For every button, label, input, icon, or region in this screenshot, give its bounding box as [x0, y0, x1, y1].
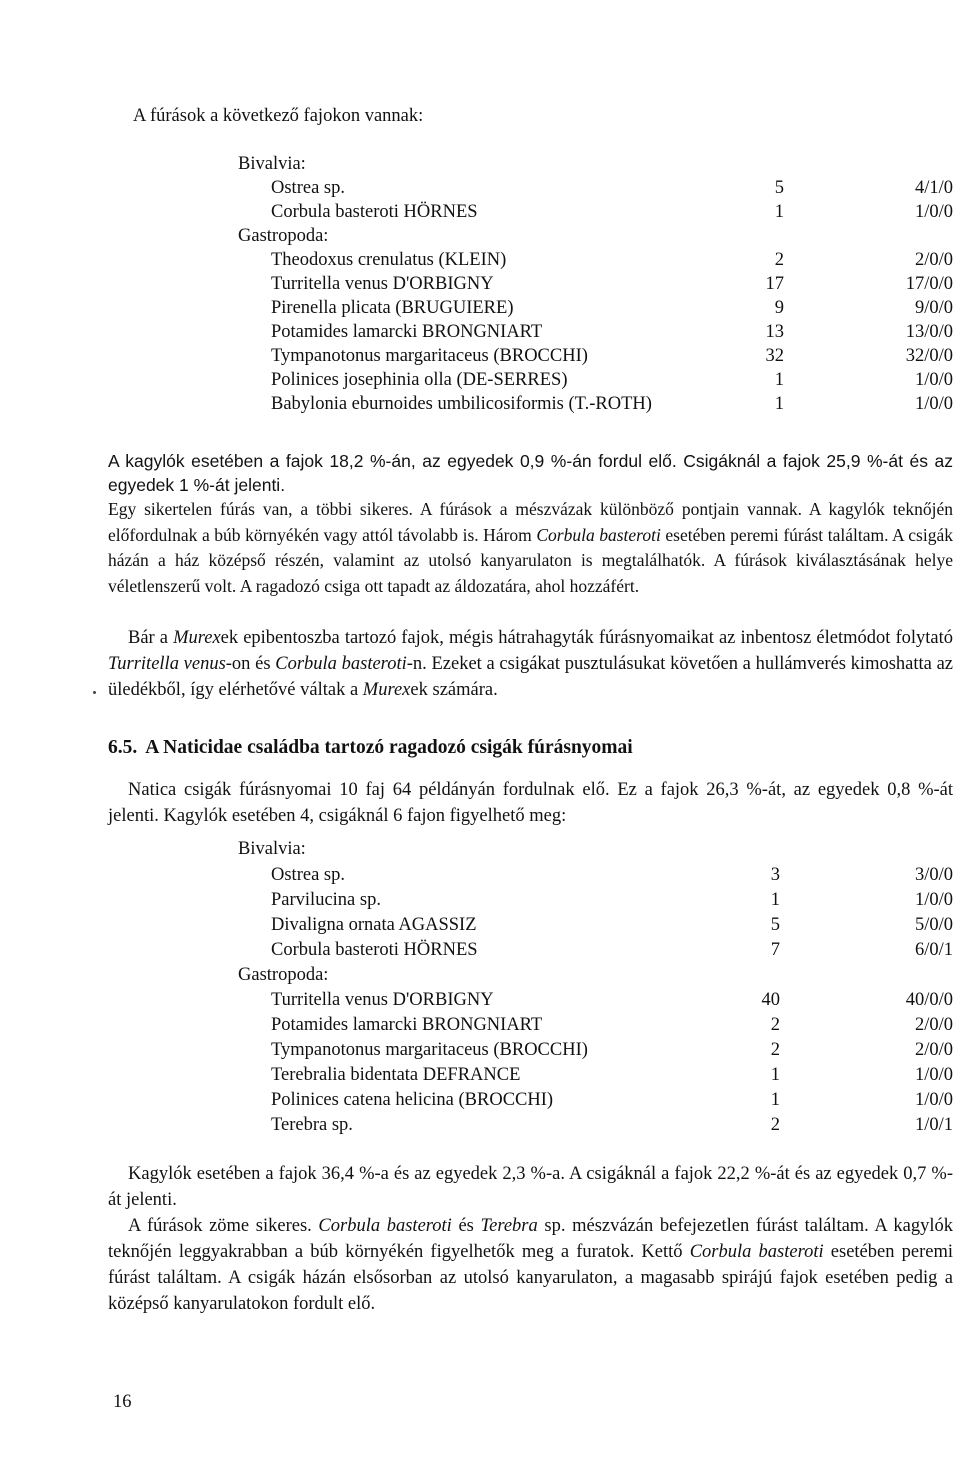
- species-name: Potamides lamarcki BRONGNIART: [271, 322, 543, 342]
- species-name: Babylonia eburnoides umbilicosiformis (T.-ROTH): [271, 394, 652, 414]
- page-number: 16: [113, 1392, 132, 1412]
- species-name: Ostrea sp.: [271, 178, 345, 198]
- ratio-value: 1/0/1: [914, 1115, 953, 1135]
- ratio-value: 2/0/0: [914, 1015, 953, 1035]
- ratio-value: 6/0/1: [914, 940, 953, 960]
- taxon-name: Corbula basteroti: [536, 524, 661, 545]
- specimen-count: 1: [774, 370, 784, 390]
- murex-paragraph: [108, 625, 953, 703]
- group-label-gastropoda: Gastropoda:: [238, 226, 329, 246]
- table-row: [0, 988, 960, 1012]
- text-run: -n. Ezeket a csigákat pusztulásukat követően a hullámverés kimoshatta az üledékből, így elérhetővé váltak a: [108, 654, 953, 700]
- table-row: [0, 913, 960, 937]
- text-run: Egy sikertelen fúrás van, a többi sikeres. A fúrások a mészvázak különböző pontjain vannak. A kagylók teknőjén előfordulnak a búb környékén vagy attól távolabb is. Három: [108, 499, 953, 545]
- taxon-name: Turritella venus: [108, 654, 226, 674]
- table-row: [0, 1088, 960, 1112]
- ratio-value: 32/0/0: [905, 346, 953, 366]
- specimen-count: 2: [770, 1015, 780, 1035]
- ratio-value: 4/1/0: [914, 178, 953, 198]
- ratio-value: 9/0/0: [914, 298, 953, 318]
- specimen-count: 1: [774, 202, 784, 222]
- ratio-value: 13/0/0: [905, 322, 953, 342]
- table-row: [0, 296, 960, 320]
- specimen-count: 9: [774, 298, 784, 318]
- species-name: Corbula basteroti HÖRNES: [271, 940, 478, 960]
- group-label-gastropoda: Gastropoda:: [238, 965, 329, 985]
- species-name: Tympanotonus margaritaceus (BROCCHI): [271, 1040, 588, 1060]
- ratio-value: 17/0/0: [905, 274, 953, 294]
- text-run: Kagylók esetében a fajok 36,4 %-a és az egyedek 2,3 %-a. A csigáknál a fajok 22,2 %-át és az egyedek 0,7 %-át jelenti.: [108, 1164, 953, 1210]
- specimen-count: 1: [774, 394, 784, 414]
- ratio-value: 2/0/0: [914, 1040, 953, 1060]
- table-row: [0, 272, 960, 296]
- specimen-count: 17: [765, 274, 784, 294]
- text-run: ek számára.: [410, 680, 498, 700]
- specimen-count: 1: [770, 1090, 780, 1110]
- table-row: [0, 1038, 960, 1062]
- specimen-count: 3: [770, 865, 780, 885]
- table-row: [0, 888, 960, 912]
- specimen-count: 1: [770, 890, 780, 910]
- group-label-bivalvia: Bivalvia:: [238, 154, 306, 174]
- ratio-value: 1/0/0: [914, 1065, 953, 1085]
- natica-summary-paragraph: [108, 1161, 953, 1213]
- taxon-name: Murex: [173, 628, 221, 648]
- table-row: [0, 248, 960, 272]
- specimen-count: 5: [770, 915, 780, 935]
- species-name: Ostrea sp.: [271, 865, 345, 885]
- text-run: sp. mészvázán befejezetlen fúrást találtam. A kagylók teknőjén leggyakrabban a búb környékén figyelhetők meg a furatok. Kettő: [108, 1216, 953, 1262]
- group-label-bivalvia: Bivalvia:: [238, 839, 306, 859]
- section-number: 6.5.: [108, 737, 138, 758]
- species-name: Corbula basteroti HÖRNES: [271, 202, 478, 222]
- text-run: -on és: [225, 654, 276, 674]
- text-run: esetében peremi fúrást találtam. A csigák házán a ház középső részén, valamint az utolsó kanyarulaton is megtalálhatók. A fúrások kiválasztásának helye véletlenszerű volt. A ragadozó csiga ott tapadt az áldozatára, ahol hozzáfért.: [108, 524, 953, 596]
- specimen-count: 5: [774, 178, 784, 198]
- specimen-count: 2: [770, 1040, 780, 1060]
- table-row: [0, 1113, 960, 1137]
- section-title: A Naticidae családba tartozó ragadozó csigák fúrásnyomai: [145, 737, 633, 758]
- species-name: Polinices catena helicina (BROCCHI): [271, 1090, 554, 1110]
- section-heading: [108, 737, 633, 759]
- species-name: Pirenella plicata (BRUGUIERE): [271, 298, 514, 318]
- ratio-value: 40/0/0: [905, 990, 953, 1010]
- specimen-count: 7: [770, 940, 780, 960]
- species-name: Turritella venus D'ORBIGNY: [271, 274, 494, 294]
- text-run: Natica csigák fúrásnyomai 10 faj 64 példányán fordulnak elő. Ez a fajok 26,3 %-át, az egyedek 0,8 %-át jelenti. Kagylók esetében 4, csigáknál 6 fajon figyelhető meg:: [108, 780, 953, 826]
- specimen-count: 13: [765, 322, 784, 342]
- table-row: [0, 392, 960, 416]
- table-row: [0, 344, 960, 368]
- table-row: [0, 863, 960, 887]
- natica-intro-paragraph: [108, 777, 953, 829]
- species-name: Potamides lamarcki BRONGNIART: [271, 1015, 543, 1035]
- ratio-value: 5/0/0: [914, 915, 953, 935]
- intro-line: A fúrások a következő fajokon vannak:: [133, 106, 424, 126]
- table-row: [0, 176, 960, 200]
- observation-paragraph: [108, 497, 953, 599]
- summary-paragraph-1: [108, 449, 953, 497]
- specimen-count: 40: [761, 990, 780, 1010]
- summary-sentence: A kagylók esetében a fajok 18,2 %-án, az egyedek 0,9 %-án fordul elő. Csigáknál a fajok 25,9 %-át és az egyedek 1 %-át jelenti.: [108, 451, 953, 495]
- ratio-value: 1/0/0: [914, 890, 953, 910]
- taxon-name: Terebra: [480, 1216, 538, 1236]
- text-run: A fúrások zöme sikeres.: [128, 1216, 319, 1236]
- table-row: [0, 1013, 960, 1037]
- taxon-name: Corbula basteroti: [275, 654, 407, 674]
- specimen-count: 1: [770, 1065, 780, 1085]
- species-name: Polinices josephinia olla (DE-SERRES): [271, 370, 568, 390]
- ratio-value: 1/0/0: [914, 1090, 953, 1110]
- text-run: esetében peremi fúrást találtam. A csigák házán elsősorban az utolsó kanyarulaton, a magasabb spirájú fajok esetében pedig a középső kanyarulatokon fordult elő.: [108, 1242, 954, 1314]
- taxon-name: Corbula basteroti: [689, 1242, 824, 1262]
- text-run: ek epibentoszba tartozó fajok, mégis hátrahagyták fúrásnyomaikat az inbentosz életmódot folytató: [220, 628, 953, 648]
- ratio-value: 1/0/0: [914, 202, 953, 222]
- table-row: [0, 368, 960, 392]
- species-name: Turritella venus D'ORBIGNY: [271, 990, 494, 1010]
- species-name: Tympanotonus margaritaceus (BROCCHI): [271, 346, 588, 366]
- ratio-value: 2/0/0: [914, 250, 953, 270]
- species-name: Terebralia bidentata DEFRANCE: [271, 1065, 521, 1085]
- species-name: Parvilucina sp.: [271, 890, 381, 910]
- table-row: [0, 320, 960, 344]
- ratio-value: 1/0/0: [914, 370, 953, 390]
- specimen-count: 32: [765, 346, 784, 366]
- specimen-count: 2: [770, 1115, 780, 1135]
- table-row: [0, 938, 960, 962]
- natica-observation-paragraph: [108, 1213, 953, 1317]
- ratio-value: 3/0/0: [914, 865, 953, 885]
- taxon-name: Murex: [362, 680, 411, 700]
- table-row: [0, 1063, 960, 1087]
- text-run: és: [451, 1216, 481, 1236]
- stray-mark: [93, 691, 96, 694]
- ratio-value: 1/0/0: [914, 394, 953, 414]
- species-name: Terebra sp.: [271, 1115, 353, 1135]
- text-run: Bár a: [128, 628, 174, 648]
- table-row: [0, 200, 960, 224]
- species-name: Theodoxus crenulatus (KLEIN): [271, 250, 507, 270]
- taxon-name: Corbula basteroti: [318, 1216, 452, 1236]
- species-name: Divaligna ornata AGASSIZ: [271, 915, 477, 935]
- specimen-count: 2: [774, 250, 784, 270]
